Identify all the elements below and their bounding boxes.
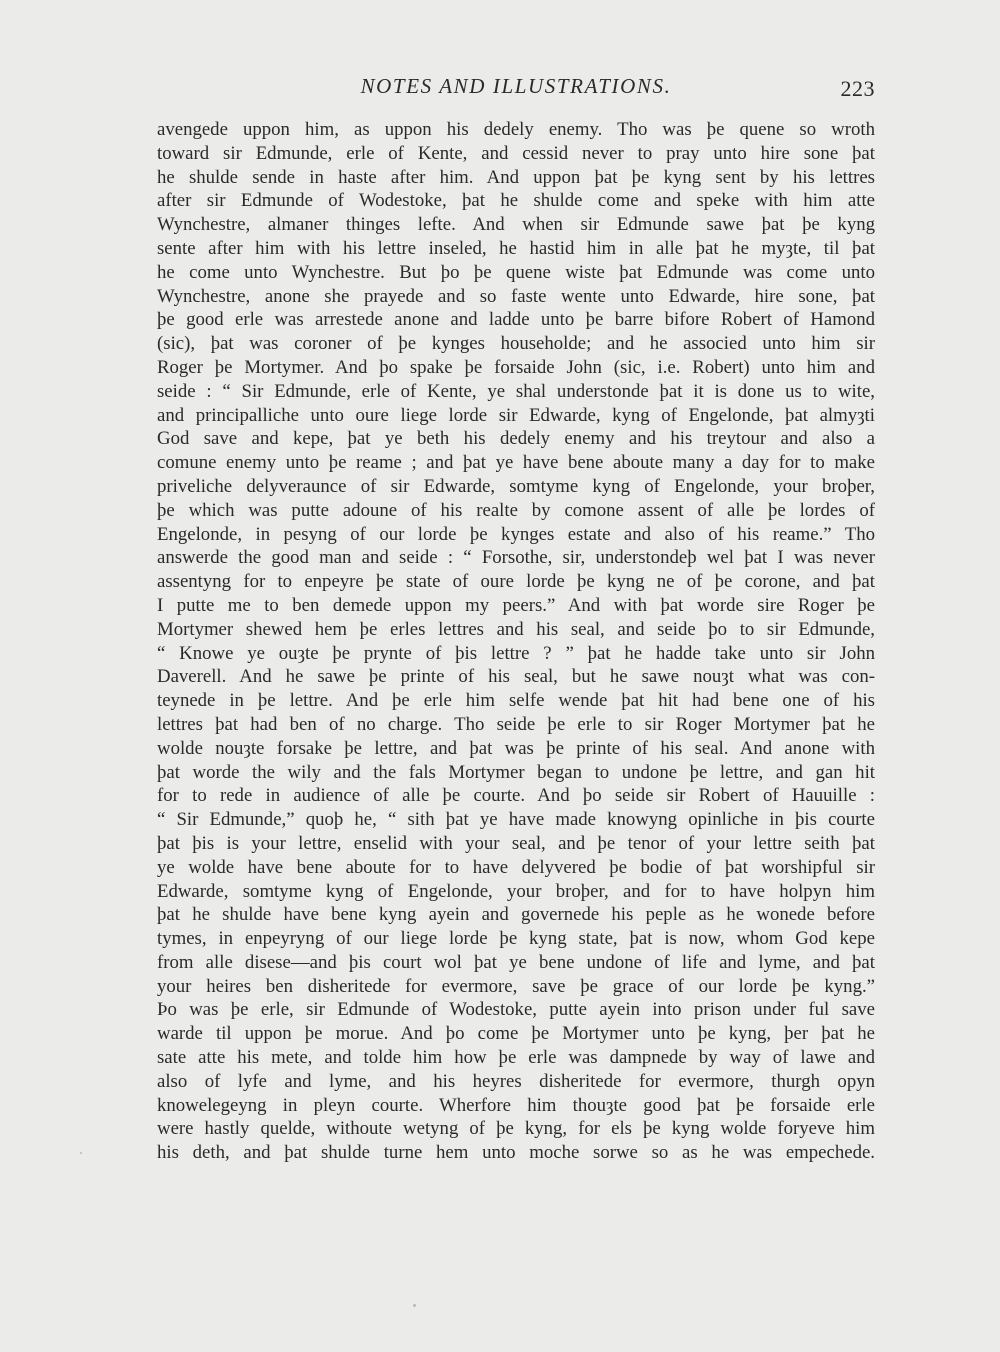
text-line: seide : “ Sir Edmunde, erle of Kente, ye shal understonde þat it is done us to wite,: [157, 380, 875, 402]
text-line: Edwarde, somtyme kyng of Engelonde, your broþer, and for to have holpyn him: [157, 880, 875, 902]
text-line: Wynchestre, almaner thinges lefte. And when sir Edmunde sawe þat þe kyng: [157, 214, 875, 236]
text-line: warde til uppon þe morue. And þo come þe Mortymer unto þe kyng, þer þat he: [157, 1023, 875, 1045]
text-line: (sic), þat was coroner of þe kynges householde; and he associed unto him sir: [157, 333, 875, 355]
text-line: from alle disese—and þis court wol þat ye bene undone of life and lyme, and þat: [157, 951, 875, 973]
text-line: he come unto Wynchestre. But þo þe quene wiste þat Edmunde was come unto: [157, 261, 875, 283]
text-line: Þo was þe erle, sir Edmunde of Wodestoke, putte ayein into prison under ful save: [157, 999, 875, 1021]
text-line: comune enemy unto þe reame ; and þat ye have bene aboute many a day for to make: [157, 452, 875, 474]
text-line: priveliche delyveraunce of sir Edwarde, somtyme kyng of Engelonde, your broþer,: [157, 475, 875, 497]
text-line: God save and kepe, þat ye beth his dedely enemy and his treytour and also a: [157, 428, 875, 450]
text-line: also of lyfe and lyme, and his heyres disheritede for evermore, thurgh opyn: [157, 1070, 875, 1092]
text-line: I putte me to ben demede uppon my peers.” And with þat worde sire Roger þe: [157, 594, 875, 616]
text-line: Wynchestre, anone she prayede and so faste wente unto Edwarde, hire sone, þat: [157, 285, 875, 307]
text-line: sente after him with his lettre inseled, he hastid him in alle þat he myȝte, til þat: [157, 237, 875, 259]
text-line: Roger þe Mortymer. And þo spake þe forsaide John (sic, i.e. Robert) unto him and: [157, 356, 875, 378]
text-line: knowelegeyng in pleyn courte. Wherfore him thouȝte good þat þe forsaide erle: [157, 1094, 875, 1116]
running-head: [157, 74, 875, 104]
body-text: [157, 118, 875, 1165]
text-line: þat þis is your lettre, enselid with your seal, and þe tenor of your lettre seith þat: [157, 832, 875, 854]
text-line: sate atte his mete, and tolde him how þe erle was dampnede by way of lawe and: [157, 1047, 875, 1069]
text-line: Daverell. And he sawe þe printe of his seal, but he sawe nouȝt what was con-: [157, 666, 875, 688]
text-line: þat worde the wily and the fals Mortymer began to undone þe lettre, and gan hit: [157, 761, 875, 783]
text-line: for to rede in audience of alle þe courte. And þo seide sir Robert of Hauuille :: [157, 785, 875, 807]
page-number: 223: [840, 76, 875, 101]
text-line: “ Knowe ye ouȝte þe prynte of þis lettre ? ” þat he hadde take unto sir John: [157, 642, 875, 664]
text-line: avengede uppon him, as uppon his dedely enemy. Tho was þe quene so wroth: [157, 119, 875, 140]
text-line: Mortymer shewed hem þe erles lettres and his seal, and seide þo to sir Edmunde,: [157, 618, 875, 640]
running-title: NOTES AND ILLUSTRATIONS.: [360, 74, 672, 98]
text-line: assentyng for to enpeyre þe state of oure lorde þe kyng ne of þe corone, and þat: [157, 571, 875, 593]
text-line: his deth, and þat shulde turne hem unto moche sorwe so as he was empechede.: [157, 1142, 875, 1164]
text-line: your heires ben disheritede for evermore, save þe grace of our lorde þe kyng.”: [157, 975, 875, 997]
text-line: þat he shulde have bene kyng ayein and governede his peple as he wonede before: [157, 904, 875, 926]
text-line: and principalliche unto oure liege lorde sir Edwarde, kyng of Engelonde, þat almyȝti: [157, 404, 875, 426]
text-line: toward sir Edmunde, erle of Kente, and cessid never to pray unto hire sone þat: [157, 142, 875, 164]
text-line: Engelonde, in pesyng of our lorde þe kynges estate and also of his reame.” Tho: [157, 523, 875, 545]
text-line: were hastly quelde, withoute wetyng of þe kyng, for els þe kyng wolde foryeve him: [157, 1118, 875, 1140]
text-line: answerde the good man and seide : “ Forsothe, sir, understondeþ wel þat I was never: [157, 547, 875, 569]
paper-speck: [413, 1304, 416, 1307]
text-line: þe good erle was arrestede anone and ladde unto þe barre bifore Robert of Hamond: [157, 309, 875, 331]
text-line: lettres þat had ben of no charge. Tho seide þe erle to sir Roger Mortymer þat he: [157, 713, 875, 735]
text-line: “ Sir Edmunde,” quoþ he, “ sith þat ye have made knowyng opinliche in þis courte: [157, 809, 875, 831]
text-line: he shulde sende in haste after him. And uppon þat þe kyng sent by his lettres: [157, 166, 875, 188]
text-line: teynede in þe lettre. And þe erle him selfe wende þat hit had bene one of his: [157, 690, 875, 712]
text-line: tymes, in enpeyryng of our liege lorde þe kyng state, þat is now, whom God kepe: [157, 928, 875, 950]
paper-speck: [80, 1152, 82, 1154]
text-line: þe which was putte adoune of his realte by comone assent of alle þe lordes of: [157, 499, 875, 521]
text-line: wolde nouȝte forsake þe lettre, and þat was þe printe of his seal. And anone with: [157, 737, 875, 759]
text-line: ye wolde have bene aboute for to have delyvered þe bodie of þat worshipful sir: [157, 856, 875, 878]
text-line: after sir Edmunde of Wodestoke, þat he shulde come and speke with him atte: [157, 190, 875, 212]
